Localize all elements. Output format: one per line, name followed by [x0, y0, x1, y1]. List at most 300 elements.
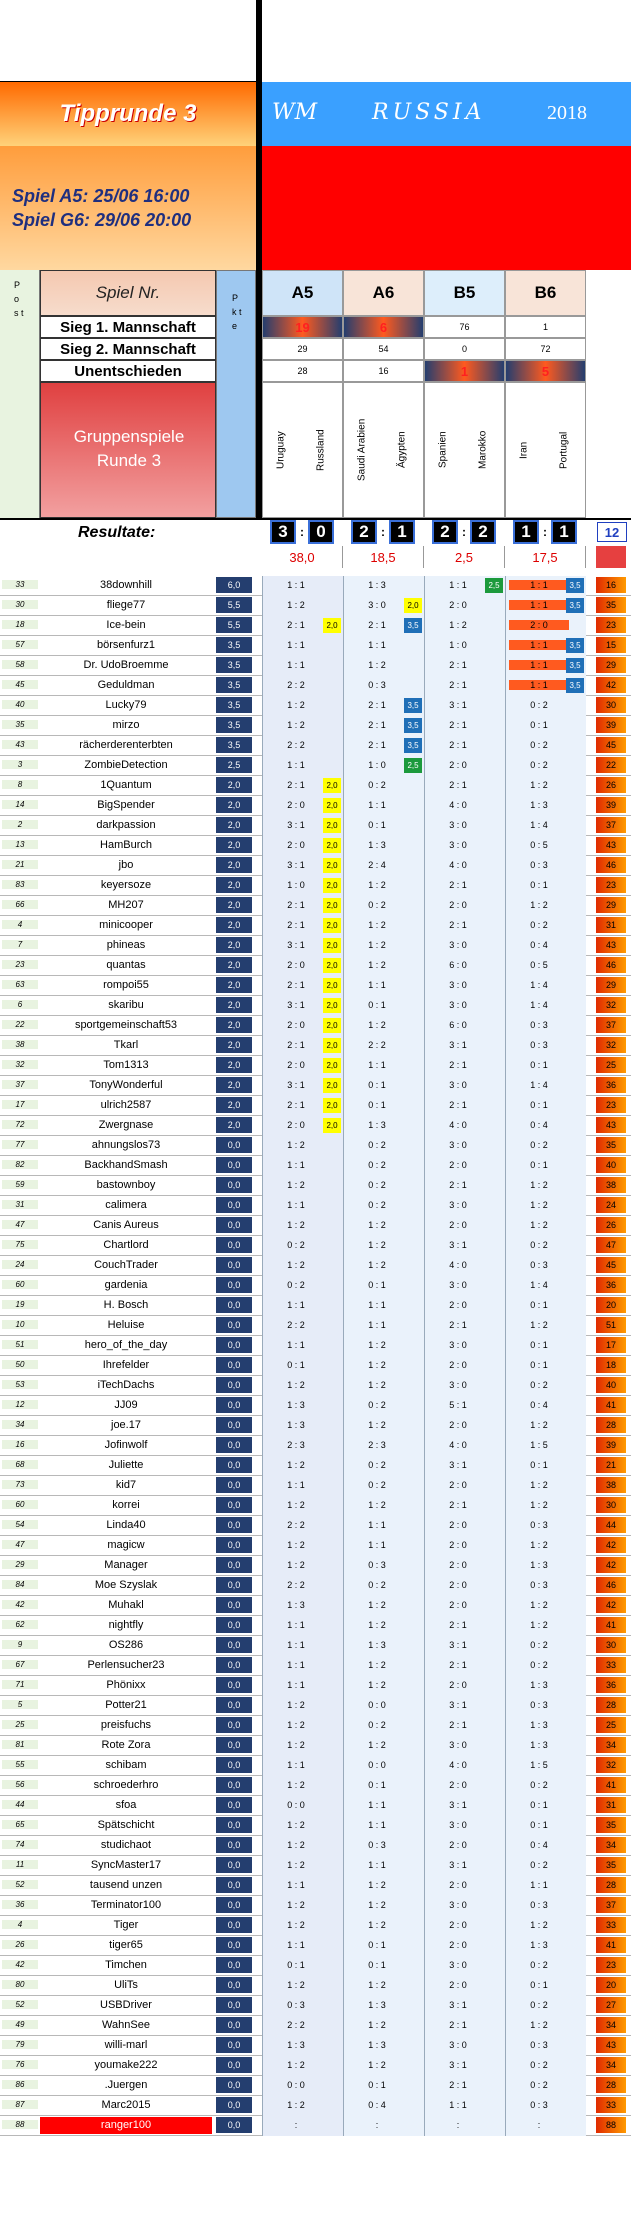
post-label: P o s t: [14, 280, 24, 318]
row-total-rank: 41: [596, 1777, 626, 1793]
row-tip: 0 : 1: [287, 1360, 305, 1370]
row-position: 38: [2, 1040, 38, 1049]
row-tip: 1 : 2: [287, 1720, 305, 1730]
row-points: 2,0: [216, 1017, 252, 1033]
result-score: [513, 522, 577, 542]
row-points: 2,0: [216, 1077, 252, 1093]
row-tip: :: [456, 2120, 460, 2130]
row-points: 0,0: [216, 1657, 252, 1673]
row-position: 40: [2, 700, 38, 709]
row-tip: 3 : 1: [287, 1080, 305, 1090]
row-bonus: 3,5: [566, 678, 584, 693]
row-points: 0,0: [216, 1937, 252, 1953]
row-points: 0,0: [216, 1597, 252, 1613]
table-row: [0, 1816, 631, 1836]
table-row: [0, 1836, 631, 1856]
row-total-rank: 45: [596, 737, 626, 753]
row-tip: 2 : 1: [287, 1100, 305, 1110]
table-row: [0, 816, 631, 836]
game-stat: 1: [424, 360, 505, 382]
row-position: 84: [2, 1580, 38, 1589]
row-total-rank: 31: [596, 1797, 626, 1813]
row-position: 51: [2, 1340, 38, 1349]
row-total-rank: 34: [596, 2017, 626, 2033]
row-tip: 1 : 1: [368, 1060, 386, 1070]
header-block: [0, 0, 631, 518]
row-player-name: Canis Aureus: [93, 1219, 159, 1231]
row-tip: 0 : 1: [368, 2080, 386, 2090]
row-player-name: mirzo: [112, 719, 140, 731]
row-position: 32: [2, 1060, 38, 1069]
ranking-table: [0, 576, 631, 2223]
row-position: 75: [2, 1240, 38, 1249]
row-position: 4: [2, 1920, 38, 1929]
result-away: 2: [470, 520, 496, 544]
row-position: 72: [2, 1120, 38, 1129]
row-tip: 2 : 0: [449, 1220, 467, 1230]
row-tip: 5 : 1: [449, 1400, 467, 1410]
row-tip: 2 : 2: [287, 1520, 305, 1530]
game-points: 17,5: [505, 546, 586, 568]
row-bonus: 2,0: [323, 1018, 341, 1033]
row-bonus: 3,5: [566, 658, 584, 673]
row-tip: 1 : 1: [509, 580, 569, 590]
row-tip: 0 : 3: [530, 1040, 548, 1050]
row-tip: 0 : 2: [530, 1960, 548, 1970]
table-row: [0, 1096, 631, 1116]
row-tip: 0 : 1: [530, 1340, 548, 1350]
row-points: 3,5: [216, 737, 252, 753]
row-tip: 1 : 1: [287, 1680, 305, 1690]
row-tip: 0 : 2: [530, 1380, 548, 1390]
row-tip: 1 : 2: [287, 1860, 305, 1870]
row-position: 60: [2, 1500, 38, 1509]
row-bonus: 3,5: [404, 718, 422, 733]
row-tip: 0 : 2: [530, 1660, 548, 1670]
row-tip: 2 : 0: [449, 600, 467, 610]
table-row: [0, 756, 631, 776]
game-stat: 1: [505, 316, 586, 338]
row-tip: 2 : 0: [449, 1420, 467, 1430]
row-position: 56: [2, 1780, 38, 1789]
row-total-rank: 41: [596, 1397, 626, 1413]
row-points: 0,0: [216, 1957, 252, 1973]
game-points: 2,5: [424, 546, 505, 568]
table-row: [0, 836, 631, 856]
row-tip: 2 : 1: [449, 1180, 467, 1190]
row-tip: 0 : 1: [368, 1780, 386, 1790]
table-row: [0, 1596, 631, 1616]
table-row: [0, 1916, 631, 1936]
result-away: 1: [551, 520, 577, 544]
row-tip: 2 : 1: [449, 1320, 467, 1330]
table-row: [0, 1376, 631, 1396]
row-tip: 1 : 2: [368, 2020, 386, 2030]
row-player-name: Tiger: [113, 1919, 139, 1931]
russia-label: RUSSIA: [372, 100, 486, 125]
row-tip: 2 : 1: [287, 780, 305, 790]
table-row: [0, 1516, 631, 1536]
row-total-rank: 30: [596, 1497, 626, 1513]
result-home: 2: [432, 520, 458, 544]
row-tip: 1 : 2: [287, 1540, 305, 1550]
row-points: 2,0: [216, 877, 252, 893]
row-tip: 0 : 4: [368, 2100, 386, 2110]
row-tip: 0 : 2: [368, 1200, 386, 1210]
row-player-name: jbo: [118, 859, 134, 871]
row-tip: 1 : 2: [530, 1620, 548, 1630]
row-tip: 2 : 1: [449, 1100, 467, 1110]
row-tip: 3 : 1: [449, 1240, 467, 1250]
row-tip: 2 : 3: [287, 1440, 305, 1450]
row-tip: 2 : 0: [449, 900, 467, 910]
row-tip: 1 : 2: [530, 1200, 548, 1210]
row-tip: 2 : 3: [368, 1440, 386, 1450]
row-tip: 1 : 2: [368, 1740, 386, 1750]
row-tip: 3 : 0: [449, 1080, 467, 1090]
gruppen-line-2: Runde 3: [96, 451, 162, 470]
table-row: [0, 1316, 631, 1336]
row-player-name: Heluise: [107, 1319, 145, 1331]
row-tip: 0 : 1: [368, 1940, 386, 1950]
row-points: 0,0: [216, 1917, 252, 1933]
row-tip: 1 : 1: [530, 1880, 548, 1890]
row-points: 0,0: [216, 1837, 252, 1853]
row-player-name: BigSpender: [97, 799, 155, 811]
row-position: 82: [2, 1160, 38, 1169]
row-total-rank: 36: [596, 1677, 626, 1693]
row-tip: 1 : 3: [287, 1400, 305, 1410]
game-stat: 16: [343, 360, 424, 382]
table-row: [0, 796, 631, 816]
row-player-name: ulrich2587: [100, 1099, 152, 1111]
row-points: 0,0: [216, 1277, 252, 1293]
table-row: [0, 1556, 631, 1576]
row-bonus: 2,0: [323, 618, 341, 633]
row-tip: 1 : 2: [368, 660, 386, 670]
table-row: [0, 1876, 631, 1896]
row-tip: 3 : 1: [449, 700, 467, 710]
row-tip: 1 : 1: [509, 660, 569, 670]
row-total-rank: 18: [596, 1357, 626, 1373]
row-player-name: Spätschicht: [97, 1819, 155, 1831]
table-row: [0, 1116, 631, 1136]
row-tip: 1 : 4: [530, 1280, 548, 1290]
row-tip: 0 : 4: [530, 1840, 548, 1850]
row-tip: 4 : 0: [449, 1760, 467, 1770]
row-player-name: quantas: [106, 959, 146, 971]
row-tip: 1 : 0: [449, 640, 467, 650]
table-row: [0, 1256, 631, 1276]
row-tip: 0 : 1: [368, 1280, 386, 1290]
table-row: [0, 1576, 631, 1596]
row-points: 2,0: [216, 897, 252, 913]
row-tip: 0 : 2: [530, 760, 548, 770]
row-position: 42: [2, 1960, 38, 1969]
table-row: [0, 1736, 631, 1756]
row-tip: 1 : 2: [530, 1600, 548, 1610]
row-tip: 2 : 0: [449, 1540, 467, 1550]
row-total-rank: 20: [596, 1297, 626, 1313]
table-row: [0, 1696, 631, 1716]
row-total-rank: 38: [596, 1177, 626, 1193]
row-tip: 1 : 1: [368, 640, 386, 650]
row-tip: 1 : 1: [368, 1300, 386, 1310]
row-player-name: börsenfurz1: [96, 639, 156, 651]
row-tip: 2 : 2: [287, 680, 305, 690]
row-points: 0,0: [216, 1137, 252, 1153]
row-player-name: Linda40: [106, 1519, 146, 1531]
row-points: 0,0: [216, 1977, 252, 1993]
row-bonus: 2,0: [323, 998, 341, 1013]
row-points: 0,0: [216, 1177, 252, 1193]
row-total-rank: 37: [596, 1897, 626, 1913]
row-points: 6,0: [216, 577, 252, 593]
row-tip: 1 : 2: [530, 1500, 548, 1510]
row-tip: 1 : 0: [287, 880, 305, 890]
row-total-rank: 28: [596, 1417, 626, 1433]
row-tip: 1 : 2: [368, 1620, 386, 1630]
row-total-rank: 44: [596, 1517, 626, 1533]
row-player-name: Tom1313: [103, 1059, 149, 1071]
table-row: [0, 1076, 631, 1096]
row-position: 19: [2, 1300, 38, 1309]
table-row: [0, 2116, 631, 2136]
row-bonus: 2,0: [323, 938, 341, 953]
row-points: 5,5: [216, 617, 252, 633]
row-position: 33: [2, 580, 38, 589]
game-stat: 72: [505, 338, 586, 360]
row-tip: 2 : 0: [449, 1480, 467, 1490]
row-total-rank: 40: [596, 1377, 626, 1393]
row-player-name: fliege77: [106, 599, 146, 611]
row-total-rank: 47: [596, 1237, 626, 1253]
row-tip: :: [537, 2120, 541, 2130]
game-stat: 0: [424, 338, 505, 360]
row-tip: 0 : 0: [287, 1800, 305, 1810]
results-row: [0, 520, 631, 544]
game-stat: 5: [505, 360, 586, 382]
table-row: [0, 1456, 631, 1476]
table-row: [0, 596, 631, 616]
row-tip: 1 : 2: [530, 1920, 548, 1930]
row-tip: 0 : 1: [530, 1800, 548, 1810]
row-tip: 1 : 2: [368, 940, 386, 950]
row-tip: 2 : 0: [449, 1160, 467, 1170]
row-total-rank: 28: [596, 1877, 626, 1893]
row-tip: 0 : 3: [530, 1700, 548, 1710]
result-home: 1: [513, 520, 539, 544]
row-position: 45: [2, 680, 38, 689]
table-row: [0, 1936, 631, 1956]
row-tip: 1 : 4: [530, 1000, 548, 1010]
row-total-rank: 32: [596, 1757, 626, 1773]
row-player-name: SyncMaster17: [90, 1859, 162, 1871]
table-row: [0, 2096, 631, 2116]
row-tip: 0 : 3: [530, 2040, 548, 2050]
row-player-name: 38downhill: [100, 579, 152, 591]
row-tip: 1 : 3: [530, 1680, 548, 1690]
row-position: 18: [2, 620, 38, 629]
row-player-name: Timchen: [105, 1959, 147, 1971]
row-tip: 1 : 3: [287, 1420, 305, 1430]
row-points: 3,5: [216, 717, 252, 733]
table-row: [0, 936, 631, 956]
row-tip: 0 : 0: [368, 1760, 386, 1770]
row-bonus: 2,0: [323, 858, 341, 873]
row-tip: 1 : 2: [287, 1260, 305, 1270]
row-player-name: JJ09: [114, 1399, 138, 1411]
row-tip: 1 : 4: [530, 980, 548, 990]
row-tip: 2 : 1: [368, 700, 386, 710]
row-points: 0,0: [216, 2097, 252, 2113]
row-points: 3,5: [216, 677, 252, 693]
row-player-name: 1Quantum: [100, 779, 152, 791]
row-total-rank: 34: [596, 1737, 626, 1753]
table-row: [0, 616, 631, 636]
game-code: A5: [262, 270, 343, 316]
row-tip: 0 : 2: [368, 1180, 386, 1190]
row-points: 3,5: [216, 637, 252, 653]
row-tip: 1 : 1: [287, 1620, 305, 1630]
row-tip: :: [375, 2120, 379, 2130]
row-position: 73: [2, 1480, 38, 1489]
row-player-name: rompoi55: [103, 979, 149, 991]
result-away: 0: [308, 520, 334, 544]
row-total-rank: 34: [596, 1837, 626, 1853]
row-tip: 3 : 0: [449, 1140, 467, 1150]
table-row: [0, 2056, 631, 2076]
row-position: 12: [2, 1400, 38, 1409]
row-tip: 1 : 1: [368, 980, 386, 990]
row-tip: 1 : 1: [287, 1300, 305, 1310]
table-row: [0, 916, 631, 936]
row-points: 0,0: [216, 1577, 252, 1593]
row-tip: 1 : 3: [530, 1740, 548, 1750]
row-tip: 0 : 2: [368, 1480, 386, 1490]
row-tip: 2 : 2: [287, 740, 305, 750]
row-tip: 6 : 0: [449, 1020, 467, 1030]
row-tip: 0 : 2: [530, 1240, 548, 1250]
row-position: 83: [2, 880, 38, 889]
row-tip: 0 : 2: [530, 1640, 548, 1650]
table-row: [0, 1496, 631, 1516]
row-total-rank: 35: [596, 597, 626, 613]
row-total-rank: 39: [596, 717, 626, 733]
row-total-rank: 29: [596, 657, 626, 673]
row-tip: 3 : 0: [449, 820, 467, 830]
row-total-rank: 21: [596, 1457, 626, 1473]
row-tip: 0 : 3: [368, 680, 386, 690]
row-tip: 0 : 2: [368, 1720, 386, 1730]
row-player-name: Potter21: [105, 1699, 147, 1711]
row-position: 43: [2, 740, 38, 749]
row-tip: 3 : 1: [449, 2000, 467, 2010]
row-total-rank: 37: [596, 817, 626, 833]
row-tip: 1 : 1: [449, 2100, 467, 2110]
row-position: 44: [2, 1800, 38, 1809]
row-total-rank: 88: [596, 2117, 626, 2133]
row-tip: 1 : 3: [287, 1600, 305, 1610]
row-tip: 1 : 3: [368, 2040, 386, 2050]
row-tip: 1 : 2: [368, 2060, 386, 2070]
row-position: 62: [2, 1620, 38, 1629]
row-tip: 4 : 0: [449, 800, 467, 810]
row-player-name: preisfuchs: [100, 1719, 152, 1731]
row-player-name: WahnSee: [102, 2019, 150, 2031]
title-banner: [0, 82, 256, 146]
row-tip: 2 : 0: [449, 1600, 467, 1610]
row-tip: 0 : 3: [368, 1560, 386, 1570]
row-total-rank: 35: [596, 1817, 626, 1833]
result-colon: :: [381, 525, 385, 539]
row-player-name: BackhandSmash: [84, 1159, 168, 1171]
row-tip: 3 : 1: [449, 1860, 467, 1870]
row-tip: 1 : 1: [287, 640, 305, 650]
match-2: Spiel G6: 29/06 20:00: [12, 210, 192, 230]
row-tip: 1 : 2: [530, 780, 548, 790]
row-position: 59: [2, 1180, 38, 1189]
row-tip: 1 : 2: [368, 1340, 386, 1350]
row-tip: 3 : 0: [449, 1900, 467, 1910]
row-player-name: gardenia: [104, 1279, 148, 1291]
row-player-name: keyersoze: [100, 879, 152, 891]
row-tip: 0 : 1: [530, 1100, 548, 1110]
row-tip: 2 : 2: [368, 1040, 386, 1050]
row-tip: 1 : 2: [368, 1680, 386, 1690]
row-player-name: Ihrefelder: [102, 1359, 150, 1371]
table-row: [0, 1416, 631, 1436]
row-position: 30: [2, 600, 38, 609]
row-position: 14: [2, 800, 38, 809]
game-stat: 54: [343, 338, 424, 360]
row-points: 2,0: [216, 997, 252, 1013]
row-position: 4: [2, 920, 38, 929]
result-colon: :: [543, 525, 547, 539]
row-total-rank: 23: [596, 1097, 626, 1113]
row-bonus: 2,0: [323, 1098, 341, 1113]
row-tip: 2 : 1: [449, 660, 467, 670]
row-tip: 0 : 2: [530, 1860, 548, 1870]
row-player-name: USBDriver: [100, 1999, 152, 2011]
row-bonus: 2,0: [323, 1078, 341, 1093]
row-tip: 0 : 5: [530, 960, 548, 970]
row-tip: 2 : 0: [449, 760, 467, 770]
row-tip: 0 : 1: [530, 880, 548, 890]
row-tip: 1 : 2: [368, 1920, 386, 1930]
row-points: 2,0: [216, 977, 252, 993]
row-points: 0,0: [216, 1497, 252, 1513]
table-row: [0, 1216, 631, 1236]
row-tip: 1 : 3: [368, 580, 386, 590]
table-row: [0, 1336, 631, 1356]
row-points: 2,0: [216, 837, 252, 853]
row-tip: 2 : 0: [287, 1060, 305, 1070]
row-tip: 2 : 0: [449, 1780, 467, 1790]
spiel-nr-header: [40, 270, 216, 316]
row-tip: 0 : 2: [530, 2060, 548, 2070]
row-position: 68: [2, 1460, 38, 1469]
row-tip: 2 : 0: [449, 1920, 467, 1930]
row-tip: 2 : 0: [449, 1300, 467, 1310]
row-player-name: joe.17: [111, 1419, 141, 1431]
row-tip: 1 : 2: [530, 1220, 548, 1230]
row-tip: 1 : 2: [287, 1560, 305, 1570]
row-player-name: Manager: [104, 1559, 148, 1571]
row-tip: 1 : 1: [287, 660, 305, 670]
row-tip: 0 : 5: [530, 840, 548, 850]
row-points: 0,0: [216, 1817, 252, 1833]
